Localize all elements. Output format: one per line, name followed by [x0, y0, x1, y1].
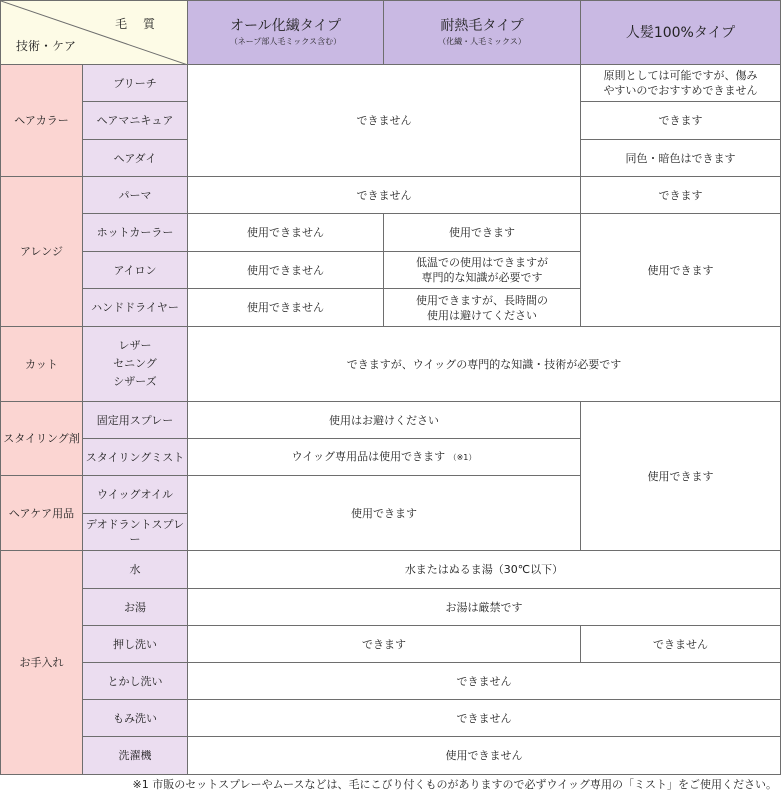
- table-row: [1, 327, 781, 402]
- column-header-human-hair: [581, 1, 781, 65]
- cell-hot-curler-heat: 使用できます: [384, 214, 581, 252]
- item-styling-mist: スタイリングミスト: [83, 439, 188, 476]
- footnote-ref: （※1）: [448, 453, 477, 462]
- item-press-wash: 押し洗い: [83, 626, 188, 663]
- cell-bleach-human-line2: やすいのでおすすめできません: [603, 84, 758, 97]
- item-rub-wash: もみ洗い: [83, 700, 188, 737]
- cell-fixing-spray-synthetic-heat: 使用はお避けください: [188, 402, 581, 439]
- table-row: [1, 626, 781, 663]
- hair-type-heading: 毛 質: [115, 17, 161, 31]
- item-thinning: セニング: [113, 357, 157, 370]
- item-bleach: ブリーチ: [83, 65, 188, 102]
- category-arrange: アレンジ: [1, 177, 83, 327]
- cell-dryer-synthetic: 使用できません: [188, 289, 384, 327]
- item-scissors: シザーズ: [113, 375, 157, 388]
- item-comb-wash: とかし洗い: [83, 663, 188, 700]
- cell-iron-heat-line2: 専門的な知識が必要です: [421, 271, 543, 284]
- cell-dryer-heat: [384, 289, 581, 327]
- table-row: [1, 700, 781, 737]
- column-header-synthetic: [188, 1, 384, 65]
- header-corner-cell: [1, 1, 188, 65]
- cell-water-all: 水またはぬるま湯（30℃以下）: [188, 551, 781, 589]
- cell-heat-tools-human: 使用できます: [581, 214, 781, 327]
- column-title-human-hair: 人髪100%タイプ: [625, 24, 736, 41]
- column-subtitle-synthetic: （ネープ部人毛ミックス含む）: [229, 37, 342, 46]
- category-hair-care: ヘアケア用品: [1, 476, 83, 551]
- cell-press-wash-synthetic-heat: できます: [188, 626, 581, 663]
- category-maintenance: お手入れ: [1, 551, 83, 775]
- item-dye: ヘアダイ: [83, 140, 188, 177]
- cell-iron-synthetic: 使用できません: [188, 252, 384, 289]
- category-styling: スタイリング剤: [1, 402, 83, 476]
- cell-styling-mist-synthetic-heat: [188, 439, 581, 476]
- cell-washing-machine-all: 使用できません: [188, 737, 781, 775]
- cell-hot-water-all: お湯は厳禁です: [188, 589, 781, 626]
- cell-hot-curler-synthetic: 使用できません: [188, 214, 384, 252]
- item-hot-curler: ホットカーラー: [83, 214, 188, 252]
- cell-dryer-heat-line1: 使用できますが、長時間の: [416, 293, 548, 307]
- cell-dye-human: 同色・暗色はできます: [581, 140, 781, 177]
- table-row: [1, 214, 781, 252]
- item-deodorant-spray: デオドラントスプレー: [83, 514, 188, 551]
- cell-iron-heat-line1: 低温での使用はできますが: [416, 256, 548, 269]
- table-row: [1, 402, 781, 439]
- table-row: [1, 551, 781, 589]
- cell-perm-synthetic-heat: できません: [188, 177, 581, 214]
- table-row: [1, 589, 781, 626]
- item-hot-water: お湯: [83, 589, 188, 626]
- column-title-heat-resistant: 耐熱毛タイプ: [440, 18, 524, 34]
- cell-press-wash-human: できません: [581, 626, 781, 663]
- cell-bleach-human-line1: 原則としては可能ですが、傷み: [603, 69, 758, 82]
- cell-styling-care-human: 使用できます: [581, 402, 781, 551]
- table-row: [1, 737, 781, 775]
- cell-iron-heat: [384, 252, 581, 289]
- table-row: [1, 177, 781, 214]
- footnote: ※1 市販のセットスプレーやムースなどは、毛にこびり付くものがありますので必ずウイッグ専用の「ミスト」をご使用ください。: [132, 778, 777, 791]
- table-row: [1, 663, 781, 700]
- category-hair-color: ヘアカラー: [1, 65, 83, 177]
- item-perm: パーマ: [83, 177, 188, 214]
- cell-cut-all: できますが、ウイッグの専門的な知識・技術が必要です: [188, 327, 781, 402]
- cell-comb-wash-all: できません: [188, 663, 781, 700]
- category-cut: カット: [1, 327, 83, 402]
- cell-hair-care-synthetic-heat: 使用できます: [188, 476, 581, 551]
- item-fixing-spray: 固定用スプレー: [83, 402, 188, 439]
- column-subtitle-heat-resistant: （化繊・人毛ミックス）: [438, 37, 526, 46]
- cell-manicure-human: できます: [581, 102, 781, 140]
- item-manicure: ヘアマニキュア: [83, 102, 188, 140]
- cell-bleach-human: [581, 65, 781, 102]
- item-washing-machine: 洗濯機: [83, 737, 188, 775]
- column-title-synthetic: オール化繊タイプ: [229, 18, 342, 34]
- cell-rub-wash-all: できません: [188, 700, 781, 737]
- technique-heading: 技術・ケア: [16, 39, 77, 53]
- column-header-heat-resistant: [384, 1, 581, 65]
- item-razor: レザー: [118, 339, 152, 352]
- cell-perm-human: できます: [581, 177, 781, 214]
- table-row: [1, 65, 781, 102]
- item-water: 水: [83, 551, 188, 589]
- item-iron: アイロン: [83, 252, 188, 289]
- header-row: [1, 1, 781, 65]
- item-hand-dryer: ハンドドライヤー: [83, 289, 188, 327]
- corner-diagonal-line: [1, 1, 188, 65]
- cell-color-synthetic-heat: できません: [188, 65, 581, 177]
- cell-dryer-heat-line2: 使用は避けてください: [427, 308, 537, 322]
- item-wig-oil: ウイッグオイル: [83, 476, 188, 514]
- cell-styling-mist-text: ウイッグ専用品は使用できます: [291, 450, 446, 463]
- item-cut-tools: [83, 327, 188, 402]
